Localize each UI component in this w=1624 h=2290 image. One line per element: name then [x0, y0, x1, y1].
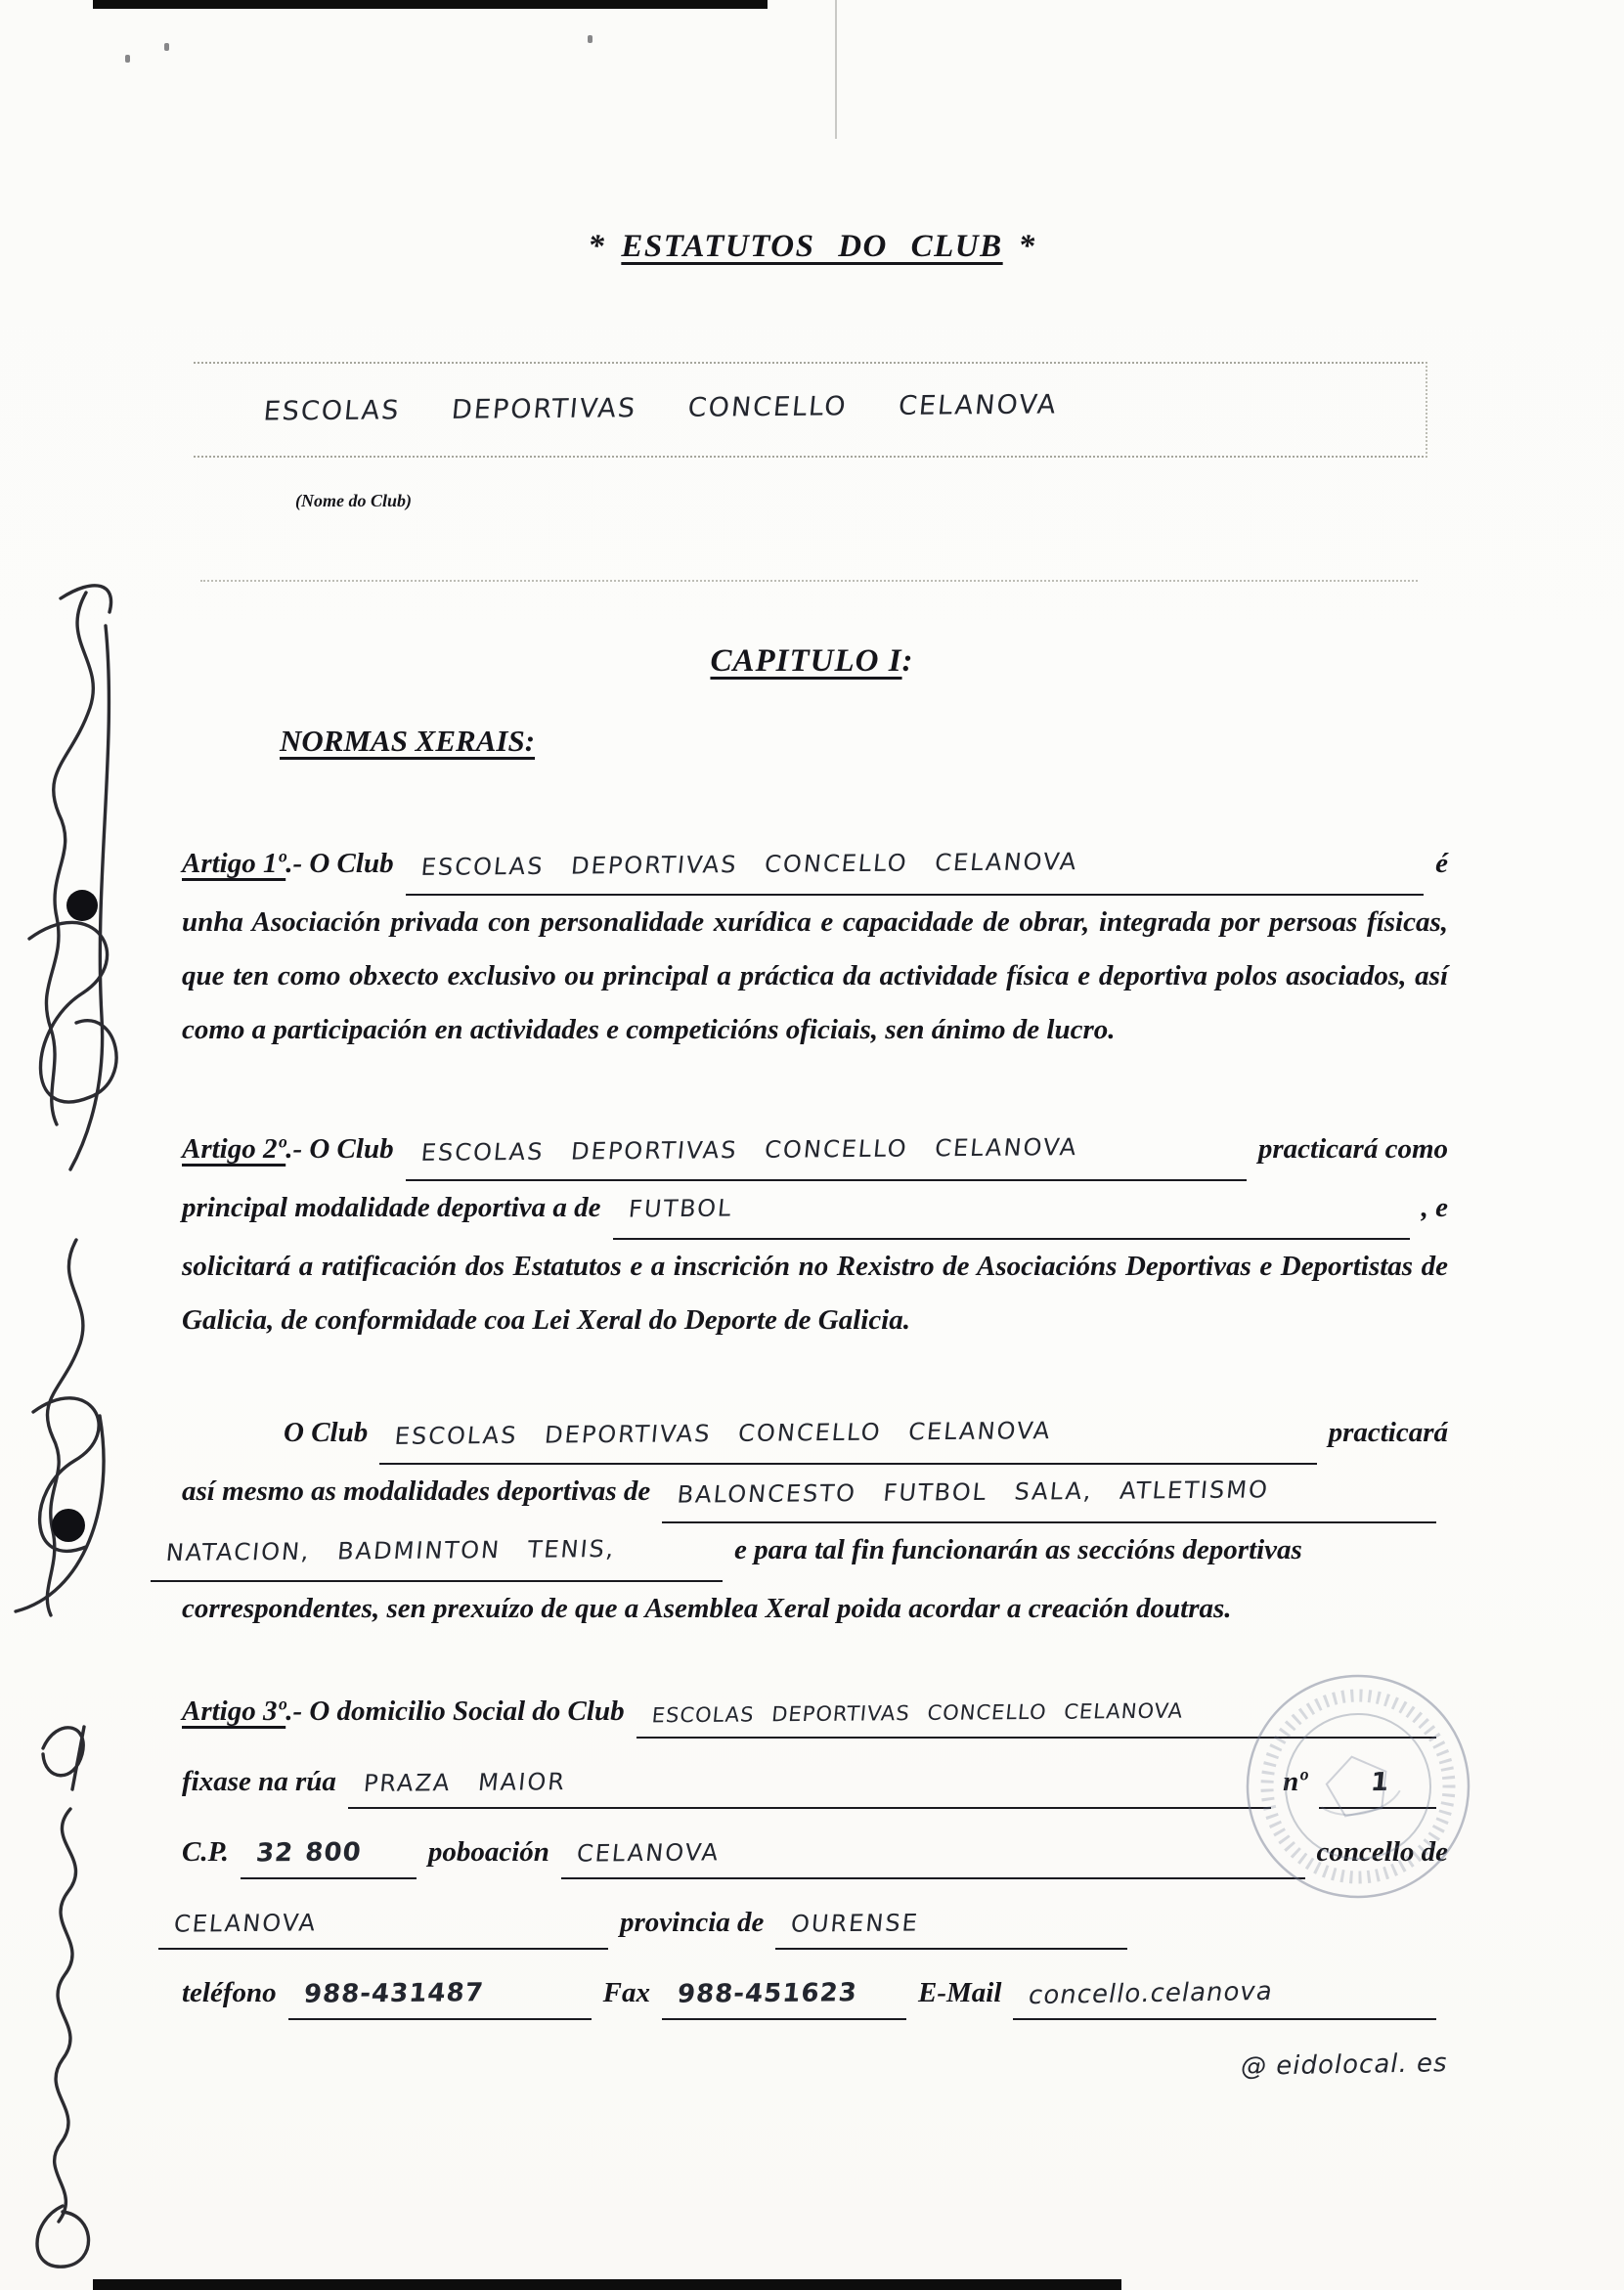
article-3-phone-row [182, 1971, 1448, 2020]
article-2-line-1 [182, 1123, 1448, 1181]
town-label: poboación [427, 1835, 549, 1868]
article-2-club-handwritten: ESCOLAS DEPORTIVAS CONCELLO CELANOVA [419, 1133, 1079, 1167]
club-name-caption: (Nome do Club) [295, 491, 412, 510]
scan-artifact-bar-top [93, 0, 768, 9]
club-name-box [194, 362, 1427, 458]
email-fill-line [1013, 1971, 1436, 2020]
article-2-after-modality: , e [1421, 1192, 1448, 1224]
title-text: ESTATUTOS DO CLUB [621, 229, 1003, 264]
fold-mark [835, 0, 837, 139]
article-1-line-1 [182, 837, 1448, 896]
article-2-modality-fill-line [613, 1181, 1410, 1240]
article-2b-club-fill-line [379, 1406, 1316, 1465]
scan-artifact-line [200, 580, 1418, 582]
article-3-street-row [182, 1760, 1448, 1809]
article-1-club-handwritten: ESCOLAS DEPORTIVAS CONCELLO CELANOVA [419, 848, 1079, 881]
street-fill-line [348, 1760, 1271, 1809]
article-1-club-fill-line [406, 837, 1425, 896]
article-3-email-row-2 [182, 2042, 1448, 2090]
article-2-body: solicitará a ratificación dos Estatutos e a inscrición no Rexistro de Asociacións Deportivas e Deportistas de Galicia, de conformidade coa Lei Xeral do Deporte de Galicia. [182, 1251, 1448, 1337]
section-title: NORMAS XERAIS: [280, 724, 536, 758]
phone-fill-line [288, 1971, 592, 2020]
scan-artifact-bar-bottom [93, 2279, 1121, 2290]
section-heading [280, 724, 535, 759]
street-label: fixase na rúa [182, 1765, 336, 1797]
article-3-lead: Artigo 3º.- O domicilio Social do Club [182, 1695, 625, 1727]
article-2b-line-1 [182, 1406, 1448, 1465]
article-2-modality-label: principal modalidade deportiva a de [182, 1192, 601, 1224]
title-star-right: * [1018, 229, 1036, 264]
scan-speck [164, 43, 169, 51]
signature-2-ink-dot [52, 1509, 85, 1542]
fax-fill-line [662, 1971, 906, 2020]
article-2 [182, 1123, 1448, 1347]
signature-3-initials [43, 1727, 84, 1789]
fax-label: Fax [602, 1976, 650, 2008]
signature-2-loop [33, 1398, 99, 1551]
street-number-label: nº [1283, 1765, 1307, 1797]
article-2b-modalities-fill-line-2 [151, 1523, 723, 1582]
email-handwritten: concello.celanova [1029, 1976, 1274, 2010]
page-title [0, 229, 1624, 265]
article-2-club-fill-line [406, 1123, 1247, 1181]
club-name-handwritten: ESCOLAS DEPORTIVAS CONCELLO CELANOVA [262, 389, 1059, 427]
street-number-fill-line [1319, 1760, 1436, 1809]
article-2b-modalities-fill-line-1 [662, 1465, 1436, 1523]
article-2-modality-handwritten: FUTBOL [627, 1194, 734, 1223]
article-2b-body-end: correspondentes, sen prexuízo de que a Asemblea Xeral poida acordar a creación doutras. [182, 1593, 1232, 1625]
article-3-club-fill-line [636, 1690, 1436, 1739]
signature-1-flourish [61, 586, 111, 612]
fax-handwritten: 988-451623 [676, 1977, 859, 2009]
street-number-handwritten: 1 [1370, 1767, 1392, 1798]
street-handwritten: PRAZA MAIOR [362, 1768, 568, 1797]
council-label: concello de [1316, 1835, 1448, 1868]
signature-3-loop [37, 2206, 89, 2267]
article-2b-modalities-handwritten-2: NATACION, BADMINTON TENIS, [164, 1535, 617, 1567]
article-2-lead: Artigo 2º.- O Club [182, 1133, 394, 1165]
email-handwritten-2: @ eidolocal. es [1241, 2048, 1449, 2082]
article-1-after-fill: é [1435, 848, 1448, 879]
province-handwritten: OURENSE [790, 1909, 921, 1938]
chapter-title: CAPITULO I [710, 643, 902, 679]
signature-1-ink-dot [66, 890, 98, 921]
article-3-council-row [147, 1901, 1448, 1950]
province-label: provincia de [620, 1906, 765, 1938]
article-2b-modalities-label: así mesmo as modalidades deportivas de [182, 1475, 651, 1508]
cp-label: C.P. [182, 1835, 229, 1868]
article-3-cp-row [182, 1830, 1448, 1879]
article-2b-club-handwritten: ESCOLAS DEPORTIVAS CONCELLO CELANOVA [393, 1417, 1053, 1450]
article-3-club-handwritten: ESCOLAS DEPORTIVAS CONCELLO CELANOVA [650, 1698, 1184, 1728]
council-fill-line [158, 1901, 608, 1950]
signature-1-stroke [70, 626, 109, 1169]
council-handwritten: CELANOVA [172, 1909, 319, 1938]
article-1 [182, 837, 1448, 1057]
article-2b-lead: O Club [284, 1417, 369, 1448]
phone-handwritten: 988-431487 [302, 1977, 485, 2009]
article-2b-after-fill: practicará [1328, 1417, 1448, 1448]
province-fill-line [775, 1901, 1127, 1950]
article-2b-line-2 [182, 1465, 1448, 1523]
article-1-lead: Artigo 1º.- O Club [182, 848, 394, 879]
article-2-line-2 [182, 1181, 1448, 1240]
cp-fill-line [241, 1830, 417, 1879]
chapter-colon: : [901, 643, 914, 679]
article-2-after-fill: practicará como [1257, 1133, 1448, 1165]
signature-2-swash [16, 1416, 104, 1611]
town-handwritten: CELANOVA [575, 1838, 722, 1868]
article-2b-after-modalities: e para tal fin funcionarán as seccións deportivas [734, 1534, 1302, 1566]
phone-label: teléfono [182, 1976, 277, 2008]
article-2-continuation [164, 1406, 1448, 1636]
chapter-heading [0, 643, 1624, 680]
signature-2-scribble [47, 1240, 83, 1615]
article-2b-line-3 [139, 1523, 1448, 1582]
email-label: E-Mail [918, 1976, 1002, 2008]
title-star-left: * [588, 229, 606, 264]
signature-1-loop [29, 922, 116, 1102]
article-3-line-1 [182, 1690, 1448, 1739]
signature-3-scribble [55, 1809, 76, 2222]
town-fill-line [561, 1830, 1305, 1879]
scan-speck [588, 35, 593, 43]
cp-handwritten: 32 800 [254, 1837, 363, 1869]
article-3 [172, 1690, 1449, 2090]
scan-speck [125, 55, 130, 63]
article-2b-modalities-handwritten-1: BALONCESTO FUTBOL SALA, ATLETISMO [676, 1475, 1271, 1509]
article-1-body: unha Asociación privada con personalidade xurídica e capacidade de obrar, integrada por persoas físicas, que ten como obxecto exclusivo ou principal a práctica da actividade física e deportiva polos asociados, así como a participación en actividades e competicións oficiais, sen ánimo de lucro. [182, 906, 1448, 1046]
